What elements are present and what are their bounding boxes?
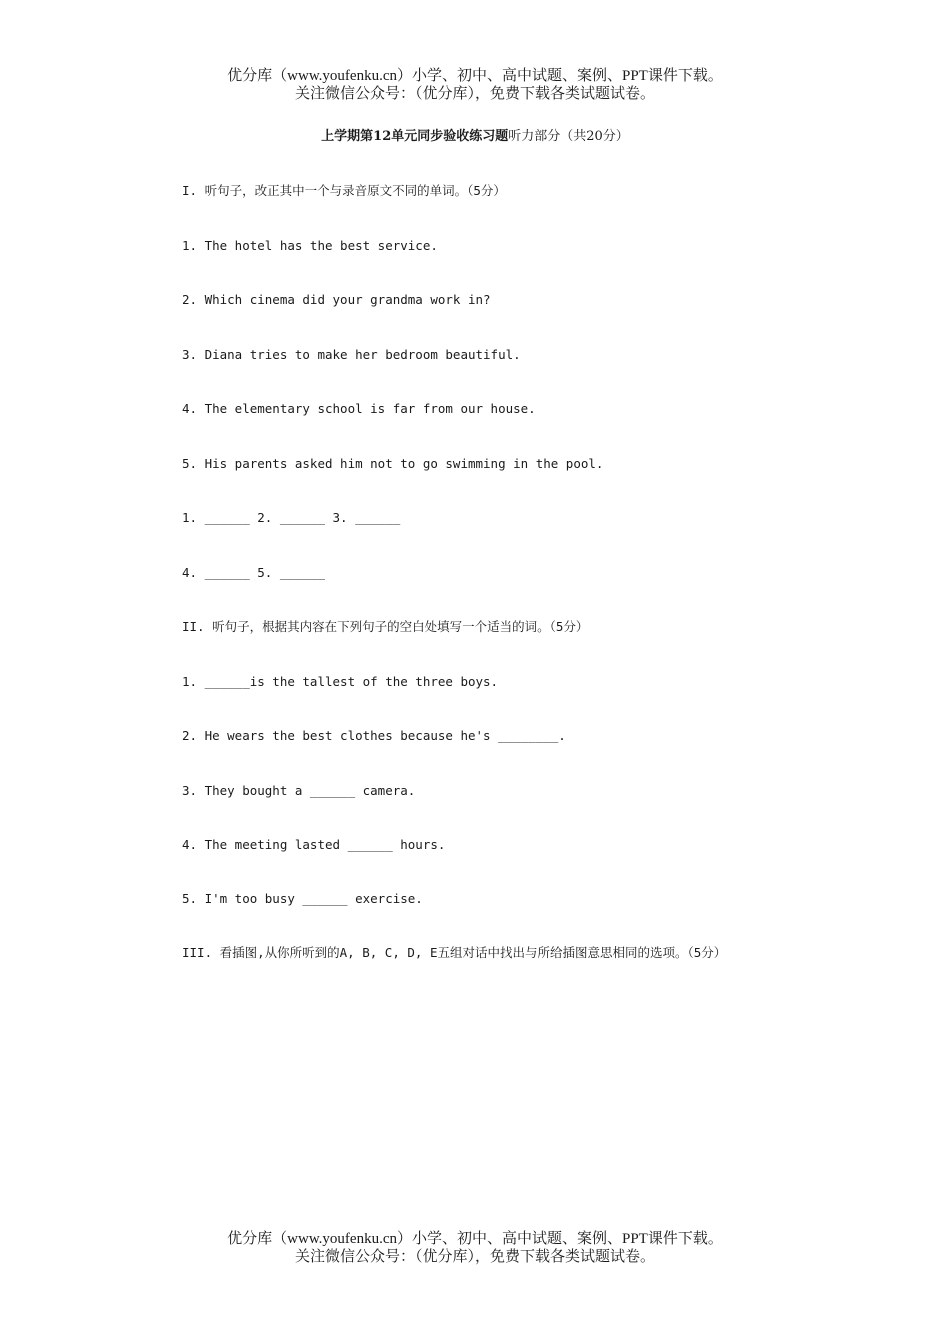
section-1-item: 4. The elementary school is far from our house. (182, 401, 536, 416)
header-line-2: 关注微信公众号：（优分库），免费下载各类试题试卷。 (294, 86, 655, 102)
footer-line-2: 关注微信公众号：（优分库），免费下载各类试题试卷。 (294, 1249, 655, 1265)
section-2-heading: II. 听句子，根据其内容在下列句子的空白处填写一个适当的词。（5分） (182, 619, 589, 634)
header-line-1: 优分库（www.youfenku.cn）小学、初中、高中试题、案例、PPT课件下载。 (227, 68, 723, 84)
footer-line-1: 优分库（www.youfenku.cn）小学、初中、高中试题、案例、PPT课件下载。 (227, 1231, 723, 1247)
section-2-item: 2. He wears the best clothes because he's ________. (182, 728, 566, 743)
section-1-heading: I. 听句子，改正其中一个与录音原文不同的单词。（5分） (182, 183, 506, 198)
section-1-item: 3. Diana tries to make her bedroom beautiful. (182, 347, 521, 362)
title-bold: 上学期第12单元同步验收练习题 (321, 129, 509, 144)
section-3-heading: III. 看插图,从你所听到的A, B, C, D, E五组对话中找出与所给插图意思相同的选项。（5分） (182, 945, 727, 960)
answer-blanks-row-2: 4. ______ 5. ______ (182, 565, 325, 580)
document-title (0, 128, 950, 146)
section-2-item: 1. ______is the tallest of the three boys. (182, 674, 499, 689)
section-2-item: 5. I'm too busy ______ exercise. (182, 891, 423, 906)
section-2-item: 3. They bought a ______ camera. (182, 783, 416, 798)
page-footer (0, 1230, 950, 1266)
title-normal: 听力部分（共20分） (508, 129, 629, 144)
section-2-item: 4. The meeting lasted ______ hours. (182, 837, 446, 852)
section-1-item: 5. His parents asked him not to go swimming in the pool. (182, 456, 604, 471)
section-1-item: 1. The hotel has the best service. (182, 238, 438, 253)
page-header (0, 67, 950, 103)
answer-blanks-row-1: 1. ______ 2. ______ 3. ______ (182, 510, 401, 525)
section-1-item: 2. Which cinema did your grandma work in? (182, 292, 491, 307)
